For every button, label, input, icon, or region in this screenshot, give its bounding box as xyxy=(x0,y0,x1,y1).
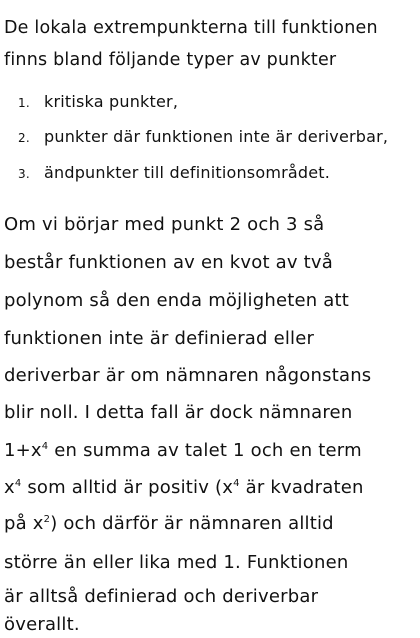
p2-line-12: överallt. xyxy=(4,614,80,635)
p2-line-3: polynom så den enda möjligheten att xyxy=(4,290,350,311)
list-item-2 xyxy=(18,126,388,149)
list-item-number: 2. xyxy=(18,131,30,145)
p2-line-8 xyxy=(4,477,364,499)
list-item-text: kritiska punkter, xyxy=(44,92,179,111)
math-expression: 1+x xyxy=(4,440,42,461)
text-segment: som alltid är positiv (x xyxy=(21,477,234,498)
p2-line-5: deriverbar är om nämnaren någonstans xyxy=(4,365,372,386)
p1-line-2: finns bland följande typer av punkter xyxy=(4,50,337,70)
list-item-3 xyxy=(18,162,330,185)
exponent: 4 xyxy=(14,478,22,489)
list-item-text: punkter där funktionen inte är deriverbar, xyxy=(44,127,389,146)
math-expression: på x xyxy=(4,513,44,534)
p2-line-7 xyxy=(4,440,362,462)
text-segment: ) och därför är nämnaren alltid xyxy=(50,513,334,534)
p2-line-10: större än eller lika med 1. Funktionen xyxy=(4,552,349,573)
p2-line-2: består funktionen av en kvot av två xyxy=(4,252,333,273)
text-segment: en summa av talet 1 och en term xyxy=(48,440,362,461)
list-item-number: 3. xyxy=(18,167,30,181)
exponent: 4 xyxy=(233,478,240,489)
p2-line-6: blir noll. I detta fall är dock nämnaren xyxy=(4,402,353,423)
exponent: 2 xyxy=(43,514,51,525)
p2-line-9 xyxy=(4,513,334,535)
list-item-text: ändpunkter till definitionsområdet. xyxy=(44,163,331,182)
list-item-number: 1. xyxy=(18,96,30,110)
p1-line-1: De lokala extrempunkterna till funktionen xyxy=(4,18,378,38)
math-expression: x xyxy=(4,477,15,498)
exponent: 4 xyxy=(41,441,49,452)
p2-line-4: funktionen inte är definierad eller xyxy=(4,328,315,349)
text-segment: är kvadraten xyxy=(239,477,364,498)
p2-line-1: Om vi börjar med punkt 2 och 3 så xyxy=(4,214,325,235)
list-item-1 xyxy=(18,91,178,114)
p2-line-11: är alltså definierad och deriverbar xyxy=(4,586,319,607)
